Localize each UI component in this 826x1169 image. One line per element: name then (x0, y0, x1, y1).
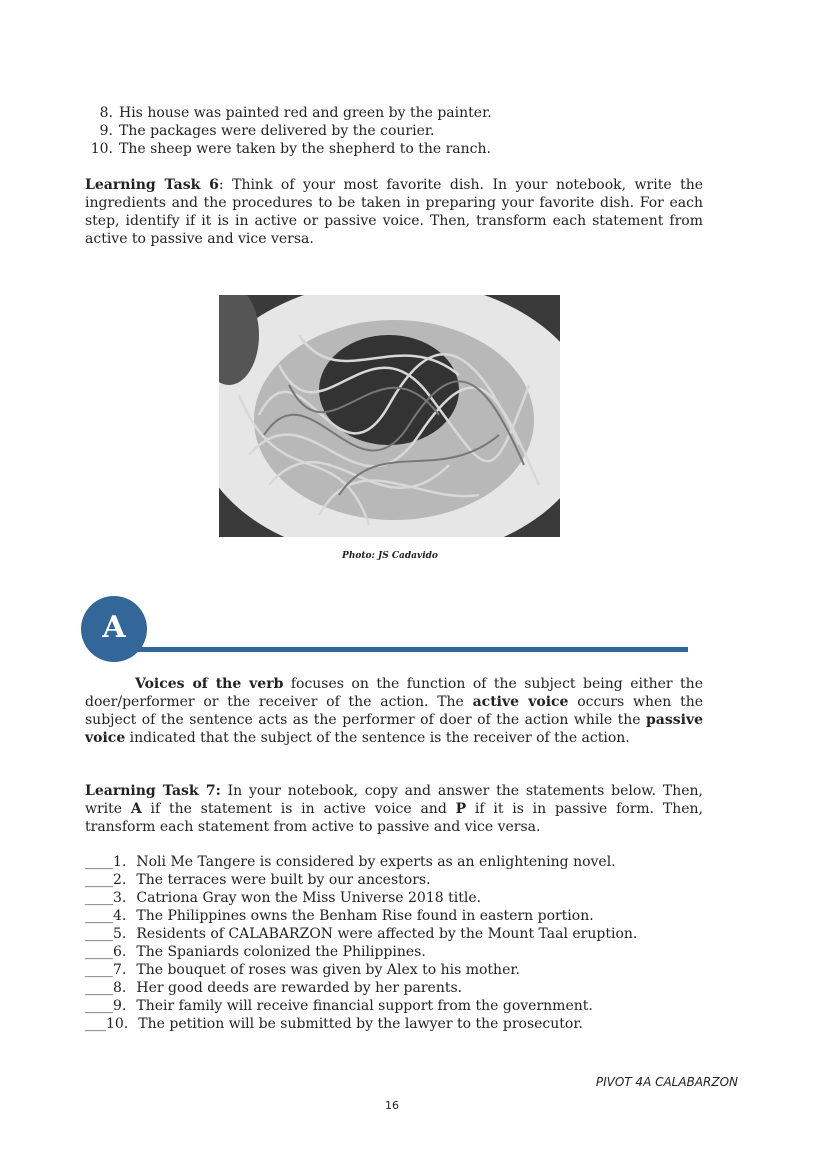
task7-label: Learning Task 7: (85, 783, 221, 799)
task6-text: : Think of your most favorite dish. In your notebook, write the ingredients and the procedures to be taken in preparing your favorite dish. For each step, identify if it is in active or passive voice. Then, transform each statement from active to passive and vice versa. (85, 177, 703, 247)
item-text: The terraces were built by our ancestors. (136, 872, 431, 888)
intro-text: indicated that the subject of the sentence is the receiver of the action. (125, 730, 630, 746)
term-voices: Voices of the verb (135, 676, 284, 692)
item-text: His house was painted red and green by the painter. (119, 105, 492, 121)
item-text: The petition will be submitted by the lawyer to the prosecutor. (138, 1016, 583, 1032)
answer-blank: ____ (85, 980, 113, 996)
exercise-item (85, 997, 703, 1015)
item-text: Noli Me Tangere is considered by experts as an enlightening novel. (136, 854, 616, 870)
item-number: 1. (113, 854, 127, 870)
list-item (85, 122, 703, 140)
learning-task-7 (85, 782, 703, 836)
exercise-item (85, 871, 703, 889)
item-number: 4. (113, 908, 127, 924)
learning-task-6 (85, 176, 703, 248)
item-number: 8. (99, 105, 113, 121)
item-number: 10. (106, 1016, 129, 1032)
intro-paragraph (85, 675, 703, 747)
task6-label: Learning Task 6 (85, 177, 219, 193)
item-number: 9. (99, 123, 113, 139)
exercise-item (85, 979, 703, 997)
exercise-item (85, 853, 703, 871)
exercise-item (85, 943, 703, 961)
answer-blank: ____ (85, 908, 113, 924)
section-badge: A (81, 596, 147, 662)
item-number: 7. (113, 962, 127, 978)
item-text: The bouquet of roses was given by Alex to his mother. (136, 962, 520, 978)
exercise-item (85, 907, 703, 925)
item-text: The packages were delivered by the courier. (119, 123, 435, 139)
item-text: Her good deeds are rewarded by her parents. (136, 980, 463, 996)
task7-text: if the statement is in active voice and (141, 801, 456, 817)
item-number: 3. (113, 890, 127, 906)
answer-blank: ___ (85, 1016, 106, 1032)
item-number: 2. (113, 872, 127, 888)
answer-blank: ____ (85, 926, 113, 942)
footer-brand: PIVOT 4A CALABARZON (595, 1075, 738, 1089)
list-item (85, 140, 703, 158)
item-text: Residents of CALABARZON were affected by the Mount Taal eruption. (136, 926, 638, 942)
task7-text: if it is in passive form. Then, transform each statement from active to passive and vice versa. (85, 801, 704, 835)
term-active: active voice (472, 694, 569, 710)
exercise-item (85, 925, 703, 943)
letter-a: A (130, 801, 142, 817)
item-text: The Philippines owns the Benham Rise found in eastern portion. (136, 908, 594, 924)
item-number: 6. (113, 944, 127, 960)
list-item (85, 104, 703, 122)
answer-blank: ____ (85, 890, 113, 906)
photo-caption: Photo: JS Cadavido (342, 551, 438, 561)
answer-blank: ____ (85, 944, 113, 960)
exercise-item (85, 961, 703, 979)
exercise-item (85, 1015, 703, 1033)
item-text: The Spaniards colonized the Philippines. (136, 944, 426, 960)
item-number: 9. (113, 998, 127, 1014)
exercise-item (85, 889, 703, 907)
item-text: Catriona Gray won the Miss Universe 2018 title. (136, 890, 482, 906)
item-number: 5. (113, 926, 127, 942)
item-number: 8. (113, 980, 127, 996)
item-text: The sheep were taken by the shepherd to the ranch. (119, 141, 491, 157)
letter-p: P (455, 801, 467, 817)
answer-blank: ____ (85, 854, 113, 870)
page-number: 16 (385, 1099, 399, 1112)
section-divider (130, 647, 688, 652)
spaghetti-photo (219, 295, 560, 537)
intro-text: occurs when the subject of the sentence acts as the performer of doer of the action while the (85, 694, 703, 728)
term-passive: passive voice (85, 712, 703, 746)
task7-text: In your notebook, copy and answer the statements below. Then, write (85, 783, 703, 817)
intro-text: focuses on the function of the subject being either the doer/performer or the receiver of the action. The (85, 676, 703, 710)
item-text: Their family will receive financial support from the government. (136, 998, 593, 1014)
item-number: 10. (90, 141, 113, 157)
answer-blank: ____ (85, 998, 113, 1014)
answer-blank: ____ (85, 872, 113, 888)
answer-blank: ____ (85, 962, 113, 978)
